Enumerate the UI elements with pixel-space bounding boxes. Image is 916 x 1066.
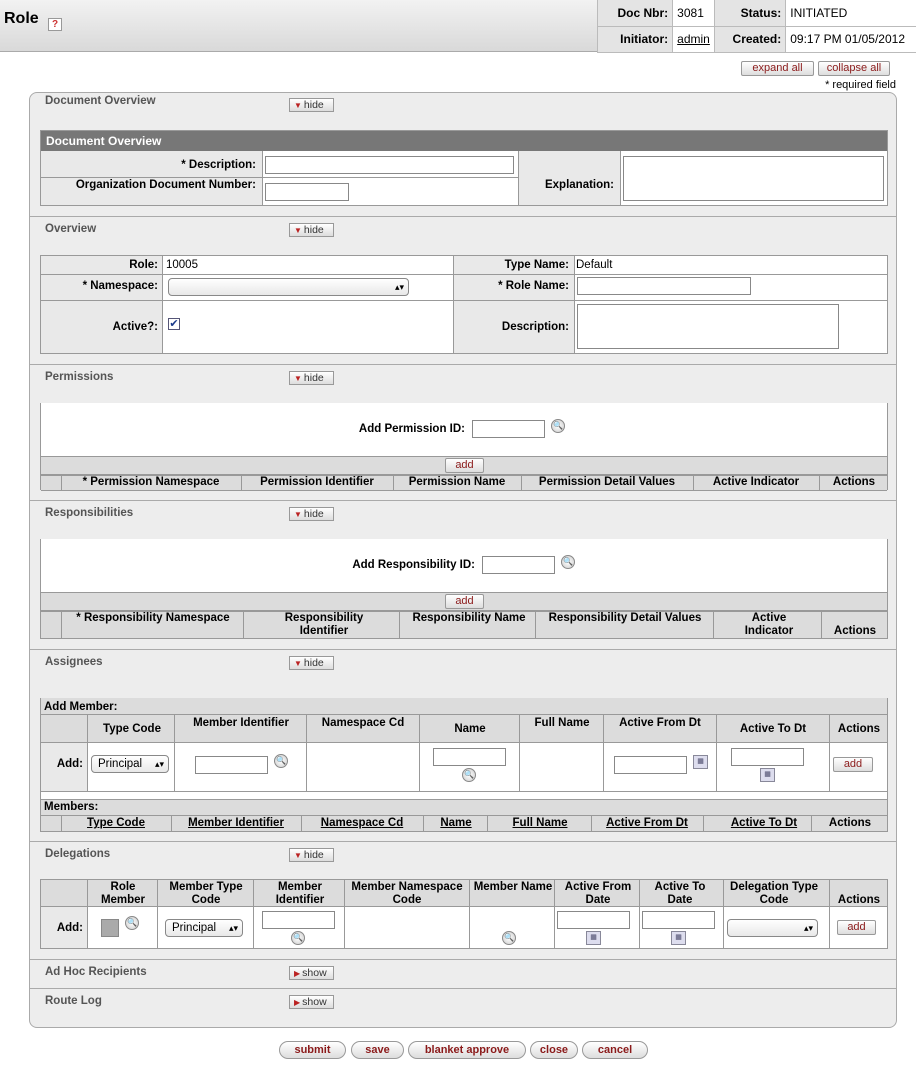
save-button[interactable]: save	[351, 1041, 404, 1059]
delegation-add-label: Add:	[56, 922, 83, 934]
select-arrow-icon: ▴▾	[394, 282, 404, 292]
add-active-from-header: Active From Dt	[619, 717, 701, 729]
tab-assignees: Assignees	[45, 656, 103, 668]
members-active-to-header[interactable]: Active To Dt	[730, 817, 798, 829]
tab-overview: Overview	[45, 223, 97, 235]
permission-name-header: Permission Name	[408, 476, 506, 488]
created-value: 09:17 PM 01/05/2012	[786, 26, 916, 52]
close-button[interactable]: close	[530, 1041, 578, 1059]
add-name-header: Name	[454, 723, 486, 735]
document-overview-hide-button[interactable]: ▼ hide	[289, 98, 334, 112]
add-responsibility-button[interactable]: add	[445, 594, 484, 609]
responsibility-actions-header: Actions	[833, 625, 877, 637]
triangle-down-icon: ▼	[294, 374, 302, 383]
select-arrow-icon: ▴▾	[154, 759, 164, 769]
responsibilities-box	[40, 539, 888, 639]
overview-description-label: Description:	[501, 321, 569, 333]
type-name-label: Type Name:	[504, 259, 569, 271]
add-permission-id-label: Add Permission ID:	[358, 423, 465, 435]
member-type-code-header: Member Type Code	[169, 881, 243, 906]
add-active-to-header: Active To Dt	[739, 723, 807, 735]
add-actions-header: Actions	[837, 723, 881, 735]
member-namespace-code-header: Member Namespace Code	[351, 881, 463, 906]
calendar-icon[interactable]: ▦	[586, 931, 601, 945]
add-permission-button[interactable]: add	[445, 458, 484, 473]
active-from-date-header: Active From Date	[564, 881, 632, 906]
calendar-icon[interactable]: ▦	[671, 931, 686, 945]
document-info-table	[597, 0, 916, 53]
select-arrow-icon: ▴▾	[228, 923, 238, 933]
active-to-date-header: Active To Date	[654, 881, 706, 906]
permission-detail-values-header: Permission Detail Values	[538, 476, 676, 488]
delegation-type-code-header: Delegation Type Code	[730, 881, 818, 906]
permission-namespace-header: * Permission Namespace	[82, 476, 220, 488]
add-row-label: Add:	[56, 758, 83, 770]
members-namespace-cd-header[interactable]: Namespace Cd	[320, 817, 404, 829]
description-input[interactable]	[265, 156, 514, 174]
help-icon[interactable]: ?	[48, 18, 62, 31]
status-label: Status:	[714, 0, 785, 26]
add-member-header: Add Member:	[44, 701, 118, 713]
add-full-name-header: Full Name	[534, 717, 590, 729]
triangle-down-icon: ▼	[294, 851, 302, 860]
cancel-button[interactable]: cancel	[582, 1041, 648, 1059]
responsibility-active-indicator-header: Active Indicator	[744, 612, 794, 637]
assignees-hide-button[interactable]: ▼ hide	[289, 656, 334, 670]
role-member-input[interactable]	[101, 919, 119, 937]
add-delegation-button[interactable]: add	[837, 920, 876, 935]
responsibility-identifier-header: Responsibility Identifier	[284, 612, 364, 637]
tab-document-overview: Document Overview	[45, 95, 156, 107]
role-member-lookup-icon[interactable]: 🔍	[125, 916, 139, 930]
permissions-box	[40, 403, 888, 490]
triangle-down-icon: ▼	[294, 659, 302, 668]
calendar-icon[interactable]: ▦	[693, 755, 708, 769]
doc-nbr-value: 3081	[673, 0, 715, 26]
responsibility-detail-values-header: Responsibility Detail Values	[548, 612, 702, 624]
member-name-lookup-icon[interactable]: 🔍	[502, 931, 516, 945]
triangle-down-icon: ▼	[294, 510, 302, 519]
add-namespace-cd-header: Namespace Cd	[321, 717, 405, 729]
doc-nbr-label: Doc Nbr:	[598, 0, 673, 26]
role-member-header: Role Member	[100, 881, 146, 906]
members-type-code-header[interactable]: Type Code	[87, 817, 145, 829]
role-name-label: * Role Name:	[498, 280, 569, 292]
namespace-label: * Namespace:	[82, 280, 158, 292]
tab-delegations: Delegations	[45, 848, 111, 860]
members-header: Members:	[44, 801, 99, 813]
tab-permissions: Permissions	[45, 371, 114, 383]
submit-button[interactable]: submit	[279, 1041, 346, 1059]
members-full-name-header[interactable]: Full Name	[512, 817, 568, 829]
members-member-identifier-header[interactable]: Member Identifier	[188, 817, 284, 829]
delegation-actions-header: Actions	[837, 894, 881, 906]
ad-hoc-show-button[interactable]: ▶ show	[289, 966, 334, 980]
calendar-icon[interactable]: ▦	[760, 768, 775, 782]
document-overview-box	[40, 130, 888, 206]
role-label: Role:	[129, 259, 158, 271]
namespace-select[interactable]	[168, 278, 409, 296]
add-permission-id-input[interactable]	[472, 420, 545, 438]
member-name-header: Member Name	[473, 881, 553, 893]
overview-box	[40, 255, 888, 354]
active-label: Active?:	[112, 321, 158, 333]
triangle-right-icon: ▶	[294, 998, 301, 1007]
add-type-code-header: Type Code	[103, 723, 161, 735]
permission-identifier-header: Permission Identifier	[260, 476, 374, 488]
select-arrow-icon: ▴▾	[803, 923, 813, 933]
delegation-active-from-input[interactable]	[557, 911, 630, 929]
add-member-button[interactable]: add	[833, 757, 873, 772]
responsibility-namespace-header: * Responsibility Namespace	[76, 612, 230, 624]
responsibility-name-header: Responsibility Name	[412, 612, 526, 624]
delegations-hide-button[interactable]: ▼ hide	[289, 848, 334, 862]
role-name-input[interactable]	[577, 277, 751, 295]
explanation-label: Explanation:	[544, 179, 614, 191]
description-label: * Description:	[181, 159, 256, 171]
expand-all-button[interactable]: expand all	[741, 61, 814, 76]
members-active-from-header[interactable]: Active From Dt	[606, 817, 688, 829]
overview-description-textarea[interactable]	[577, 304, 839, 349]
overview-hide-button[interactable]: ▼ hide	[289, 223, 334, 237]
name-input[interactable]	[433, 748, 506, 766]
active-checkbox[interactable]: ✔	[169, 318, 179, 330]
tab-responsibilities: Responsibilities	[45, 507, 134, 519]
created-label: Created:	[714, 26, 785, 52]
role-value: 10005	[166, 259, 198, 271]
delegation-type-code-select[interactable]	[727, 919, 818, 937]
triangle-down-icon: ▼	[294, 226, 302, 235]
active-to-input[interactable]	[731, 748, 804, 766]
name-lookup-icon[interactable]: 🔍	[462, 768, 476, 782]
route-log-show-button[interactable]: ▶ show	[289, 995, 334, 1009]
initiator-link[interactable]: admin	[677, 32, 710, 46]
org-doc-number-label: Organization Document Number:	[75, 179, 256, 191]
page-title: Role	[4, 10, 39, 27]
document-header	[0, 0, 916, 52]
assignees-box	[40, 698, 888, 832]
blanket-approve-button[interactable]: blanket approve	[408, 1041, 526, 1059]
triangle-right-icon: ▶	[294, 969, 301, 978]
member-identifier-input[interactable]	[195, 756, 268, 774]
tab-route-log: Route Log	[45, 995, 102, 1007]
add-responsibility-id-input[interactable]	[482, 556, 555, 574]
type-code-select[interactable]: Principal ▴▾	[91, 755, 169, 773]
status-value: INITIATED	[786, 0, 916, 26]
permission-lookup-icon[interactable]: 🔍	[551, 419, 565, 433]
member-identifier-lookup-icon[interactable]: 🔍	[291, 931, 305, 945]
tab-ad-hoc-recipients: Ad Hoc Recipients	[45, 966, 147, 978]
document-overview-header: Document Overview	[41, 131, 887, 151]
add-member-identifier-header: Member Identifier	[193, 717, 289, 729]
explanation-textarea[interactable]	[623, 156, 884, 201]
required-field-note: * required field	[825, 79, 896, 91]
responsibilities-hide-button[interactable]: ▼ hide	[289, 507, 334, 521]
member-type-code-select[interactable]: Principal ▴▾	[165, 919, 243, 937]
members-actions-header: Actions	[828, 817, 872, 829]
permissions-hide-button[interactable]: ▼ hide	[289, 371, 334, 385]
responsibility-lookup-icon[interactable]: 🔍	[561, 555, 575, 569]
add-responsibility-id-label: Add Responsibility ID:	[352, 559, 475, 571]
triangle-down-icon: ▼	[294, 101, 302, 110]
permission-actions-header: Actions	[832, 476, 876, 488]
collapse-all-button[interactable]: collapse all	[818, 61, 890, 76]
members-name-header[interactable]: Name	[440, 817, 472, 829]
initiator-label: Initiator:	[598, 26, 673, 52]
org-doc-number-input[interactable]	[265, 183, 349, 201]
delegations-box	[40, 879, 888, 949]
permission-active-indicator-header: Active Indicator	[712, 476, 800, 488]
member-identifier-header: Member Identifier	[275, 881, 325, 906]
delegation-member-identifier-input[interactable]	[262, 911, 335, 929]
member-lookup-icon[interactable]: 🔍	[274, 754, 288, 768]
delegation-active-to-input[interactable]	[642, 911, 715, 929]
active-from-input[interactable]	[614, 756, 687, 774]
type-name-value: Default	[576, 259, 613, 271]
